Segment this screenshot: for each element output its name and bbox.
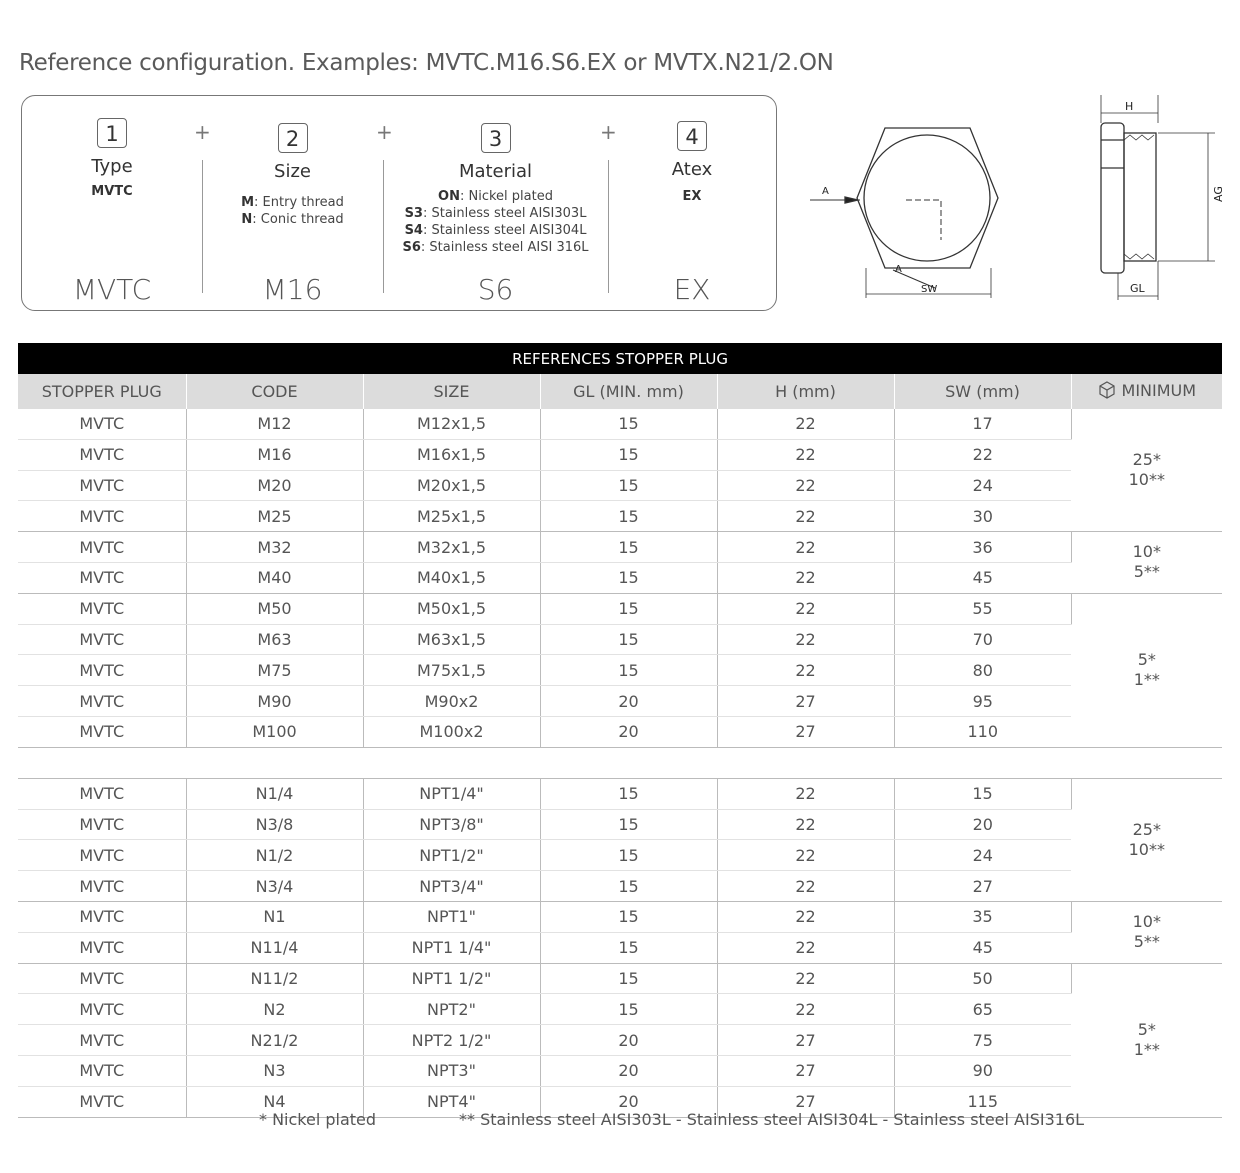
table-cell: M25x1,5	[363, 501, 540, 532]
minimum-quantity: 5*	[1137, 650, 1156, 670]
table-cell: 65	[894, 994, 1071, 1025]
table-row	[18, 1055, 1222, 1086]
table-cell: 20	[540, 1055, 717, 1086]
plus-sign: +	[194, 120, 211, 144]
table-cell: M100x2	[363, 716, 540, 747]
table-cell: MVTC	[18, 470, 186, 501]
table-cell: 45	[894, 932, 1071, 963]
table-cell: 22	[717, 932, 894, 963]
table-row	[18, 840, 1222, 871]
table-cell: 15	[540, 470, 717, 501]
table-cell: M63	[186, 624, 363, 655]
table-cell: 22	[894, 439, 1071, 470]
table-cell: 22	[717, 994, 894, 1025]
table-cell: NPT1"	[363, 901, 540, 932]
table-cell: MVTC	[18, 1086, 186, 1117]
minimum-quantity: 1**	[1133, 670, 1160, 690]
step-number: 3	[481, 123, 511, 153]
minimum-quantity: 25*	[1132, 450, 1161, 470]
table-row	[18, 932, 1222, 963]
table-cell: 50	[894, 963, 1071, 994]
table-cell: 22	[717, 501, 894, 532]
table-cell: NPT1/4"	[363, 778, 540, 809]
minimum-quantity: 10**	[1128, 470, 1165, 490]
technical-drawings	[810, 90, 1230, 314]
box-icon	[1098, 381, 1116, 403]
table-cell: 15	[540, 624, 717, 655]
table-cell: MVTC	[18, 963, 186, 994]
table-cell: M90	[186, 686, 363, 717]
table-cell: 90	[894, 1055, 1071, 1086]
table-row	[18, 409, 1222, 439]
table-cell: N1/2	[186, 840, 363, 871]
atex-code: EX	[682, 189, 702, 204]
table-cell: 15	[540, 593, 717, 624]
table-row	[18, 1025, 1222, 1056]
table-header-row	[18, 374, 1222, 409]
table-cell: M12	[186, 409, 363, 439]
header-minimum: MINIMUM	[1071, 374, 1222, 409]
header-h: H (mm)	[717, 374, 894, 409]
header-gl: GL (MIN. mm)	[540, 374, 717, 409]
table-row	[18, 439, 1222, 470]
table-cell: 45	[894, 562, 1071, 593]
table-cell: NPT3/8"	[363, 809, 540, 840]
table-cell: 22	[717, 470, 894, 501]
table-cell: MVTC	[18, 840, 186, 871]
table-cell: NPT1 1/2"	[363, 963, 540, 994]
minimum-quantity: 1**	[1133, 1040, 1160, 1060]
table-cell: N4	[186, 1086, 363, 1117]
table-cell: MVTC	[18, 716, 186, 747]
table-cell: MVTC	[18, 901, 186, 932]
table-cell: NPT1/2"	[363, 840, 540, 871]
table-row	[18, 994, 1222, 1025]
table-cell: N3	[186, 1055, 363, 1086]
minimum-quantity-cell	[1071, 901, 1222, 963]
table-cell: N1	[186, 901, 363, 932]
config-col-title: Type	[91, 156, 133, 177]
header-stopper-plug: STOPPER PLUG	[18, 374, 186, 409]
table-cell: 22	[717, 562, 894, 593]
table-cell: 15	[540, 501, 717, 532]
minimum-quantity: 5**	[1133, 932, 1160, 952]
table-cell: MVTC	[18, 409, 186, 439]
table-cell: N2	[186, 994, 363, 1025]
table-cell: 22	[717, 439, 894, 470]
table-cell: 15	[540, 840, 717, 871]
table-cell: MVTC	[18, 624, 186, 655]
config-col-material: 3 Material ON: Nickel plated S3: Stainless steel AISI303L S4: Stainless steel AISI304L S6: Stainless steel AISI 316L S6	[383, 96, 608, 310]
table-row	[18, 686, 1222, 717]
config-col-size: 2 Size M: Entry thread N: Conic thread M16	[202, 96, 383, 310]
table-cell: 15	[540, 809, 717, 840]
footnote-nickel: * Nickel plated	[259, 1110, 377, 1129]
table-cell: M50x1,5	[363, 593, 540, 624]
table-cell: M32	[186, 532, 363, 563]
table-cell: M16x1,5	[363, 439, 540, 470]
table-cell: N11/4	[186, 932, 363, 963]
footnote-stainless: ** Stainless steel AISI303L - Stainless steel AISI304L - Stainless steel AISI316L	[459, 1110, 1085, 1129]
label-a: A	[822, 186, 829, 197]
table-row	[18, 778, 1222, 809]
type-code: MVTC	[91, 184, 133, 199]
table-cell: M25	[186, 501, 363, 532]
table-cell: 22	[717, 593, 894, 624]
example-value: S6	[477, 273, 514, 306]
table-cell: M90x2	[363, 686, 540, 717]
table-cell: M16	[186, 439, 363, 470]
label-sw: SW	[921, 284, 938, 295]
table-spacer-row	[18, 747, 1222, 778]
minimum-quantity-cell	[1071, 532, 1222, 594]
table-cell: 22	[717, 624, 894, 655]
header-code: CODE	[186, 374, 363, 409]
table-cell: 95	[894, 686, 1071, 717]
label-h: H	[1125, 100, 1134, 113]
references-table	[18, 343, 1222, 1118]
step-number: 4	[677, 121, 707, 151]
table-cell: MVTC	[18, 1055, 186, 1086]
example-value: EX	[673, 273, 711, 306]
minimum-quantity: 25*	[1132, 819, 1161, 839]
minimum-quantity-cell	[1071, 593, 1222, 747]
table-cell: 115	[894, 1086, 1071, 1117]
table-cell: 30	[894, 501, 1071, 532]
table-cell: MVTC	[18, 778, 186, 809]
table-cell: 15	[894, 778, 1071, 809]
table-cell: 35	[894, 901, 1071, 932]
header-sw: SW (mm)	[894, 374, 1071, 409]
table-cell: 15	[540, 901, 717, 932]
table-cell: 20	[540, 1086, 717, 1117]
table-cell: 15	[540, 871, 717, 902]
table-cell: M40	[186, 562, 363, 593]
table-cell: 22	[717, 809, 894, 840]
table-cell: 15	[540, 994, 717, 1025]
label-gl: GL	[1130, 282, 1145, 295]
table-cell: MVTC	[18, 1025, 186, 1056]
example-value: M16	[262, 273, 323, 306]
table-cell: N3/4	[186, 871, 363, 902]
table-row	[18, 532, 1222, 563]
config-col-atex	[608, 96, 776, 310]
table-cell: 27	[717, 1025, 894, 1056]
front-view	[810, 128, 998, 298]
table-cell: MVTC	[18, 655, 186, 686]
table-cell: 55	[894, 593, 1071, 624]
table-cell: 27	[717, 1055, 894, 1086]
reference-config-box	[21, 95, 777, 311]
table-cell: MVTC	[18, 994, 186, 1025]
config-col-title: Atex	[671, 159, 713, 180]
config-col-type	[22, 96, 202, 310]
table-cell: MVTC	[18, 871, 186, 902]
table-row	[18, 593, 1222, 624]
minimum-quantity: 5**	[1133, 562, 1160, 582]
table-cell: M75x1,5	[363, 655, 540, 686]
table-row	[18, 624, 1222, 655]
table-cell: 27	[894, 871, 1071, 902]
table-cell: 80	[894, 655, 1071, 686]
table-cell: 20	[540, 1025, 717, 1056]
table-cell: MVTC	[18, 593, 186, 624]
table-cell: 110	[894, 716, 1071, 747]
table-cell: M63x1,5	[363, 624, 540, 655]
table-row	[18, 501, 1222, 532]
plus-sign: +	[600, 120, 617, 144]
side-view	[1101, 95, 1215, 300]
table-cell: 70	[894, 624, 1071, 655]
table-cell: 27	[717, 686, 894, 717]
table-banner: REFERENCES STOPPER PLUG	[18, 343, 1222, 374]
table-cell: M50	[186, 593, 363, 624]
table-cell: NPT2"	[363, 994, 540, 1025]
table-cell: MVTC	[18, 562, 186, 593]
table-cell: MVTC	[18, 532, 186, 563]
table-cell: 15	[540, 532, 717, 563]
page-title: Reference configuration. Examples: MVTC.M16.S6.EX or MVTX.N21/2.ON	[19, 50, 834, 76]
table-cell: N21/2	[186, 1025, 363, 1056]
table-row	[18, 871, 1222, 902]
table-cell: 27	[717, 716, 894, 747]
table-cell: 75	[894, 1025, 1071, 1056]
table-cell: M20	[186, 470, 363, 501]
table-cell: 15	[540, 932, 717, 963]
table-cell: M100	[186, 716, 363, 747]
table-cell: 24	[894, 840, 1071, 871]
table-cell: 15	[540, 963, 717, 994]
table-cell: NPT2 1/2"	[363, 1025, 540, 1056]
table-cell: 15	[540, 439, 717, 470]
table-row	[18, 901, 1222, 932]
table-cell: 22	[717, 532, 894, 563]
table-row	[18, 470, 1222, 501]
table-cell: NPT3"	[363, 1055, 540, 1086]
table-cell: N11/2	[186, 963, 363, 994]
config-col-title: Material	[458, 161, 533, 182]
table-row	[18, 809, 1222, 840]
minimum-quantity-cell	[1071, 778, 1222, 901]
table-cell: 15	[540, 655, 717, 686]
minimum-quantity-cell	[1071, 963, 1222, 1117]
table-cell: 24	[894, 470, 1071, 501]
minimum-quantity: 10*	[1132, 912, 1161, 932]
table-cell: 36	[894, 532, 1071, 563]
stopper-plug-drawing	[810, 90, 1230, 310]
step-number: 2	[278, 123, 308, 153]
minimum-quantity: 10**	[1128, 839, 1165, 859]
minimum-quantity-cell	[1071, 409, 1222, 532]
minimum-quantity: 10*	[1132, 542, 1161, 562]
table-cell: NPT3/4"	[363, 871, 540, 902]
table-cell: 27	[717, 1086, 894, 1117]
table-cell: 20	[894, 809, 1071, 840]
table-cell: 20	[540, 686, 717, 717]
table-cell: M32x1,5	[363, 532, 540, 563]
table-row	[18, 655, 1222, 686]
label-a2: A	[895, 264, 902, 275]
table-cell: 22	[717, 840, 894, 871]
example-value: MVTC	[72, 273, 152, 306]
label-ag: AG	[1212, 186, 1225, 202]
table-cell: 22	[717, 778, 894, 809]
table-cell: MVTC	[18, 439, 186, 470]
header-size: SIZE	[363, 374, 540, 409]
step-number: 1	[97, 118, 127, 148]
config-col-title: Size	[274, 161, 311, 182]
table-cell: MVTC	[18, 809, 186, 840]
table-row	[18, 963, 1222, 994]
table-cell: 22	[717, 655, 894, 686]
table-cell: NPT1 1/4"	[363, 932, 540, 963]
table-cell: N3/8	[186, 809, 363, 840]
table-row	[18, 562, 1222, 593]
table-cell: M75	[186, 655, 363, 686]
table-cell: 22	[717, 901, 894, 932]
table-cell: NPT4"	[363, 1086, 540, 1117]
table-cell: MVTC	[18, 932, 186, 963]
table-cell: 20	[540, 716, 717, 747]
table-cell: MVTC	[18, 686, 186, 717]
table-cell: 22	[717, 409, 894, 439]
plus-sign: +	[376, 120, 393, 144]
minimum-quantity: 5*	[1137, 1020, 1156, 1040]
table-cell: 22	[717, 871, 894, 902]
table-cell: 15	[540, 778, 717, 809]
table-cell: M12x1,5	[363, 409, 540, 439]
table-cell: 22	[717, 963, 894, 994]
table-row	[18, 716, 1222, 747]
table-cell: 15	[540, 409, 717, 439]
table-cell: M40x1,5	[363, 562, 540, 593]
table-cell: M20x1,5	[363, 470, 540, 501]
table-cell: N1/4	[186, 778, 363, 809]
table-cell: 15	[540, 562, 717, 593]
table-cell: MVTC	[18, 501, 186, 532]
table-cell: 17	[894, 409, 1071, 439]
